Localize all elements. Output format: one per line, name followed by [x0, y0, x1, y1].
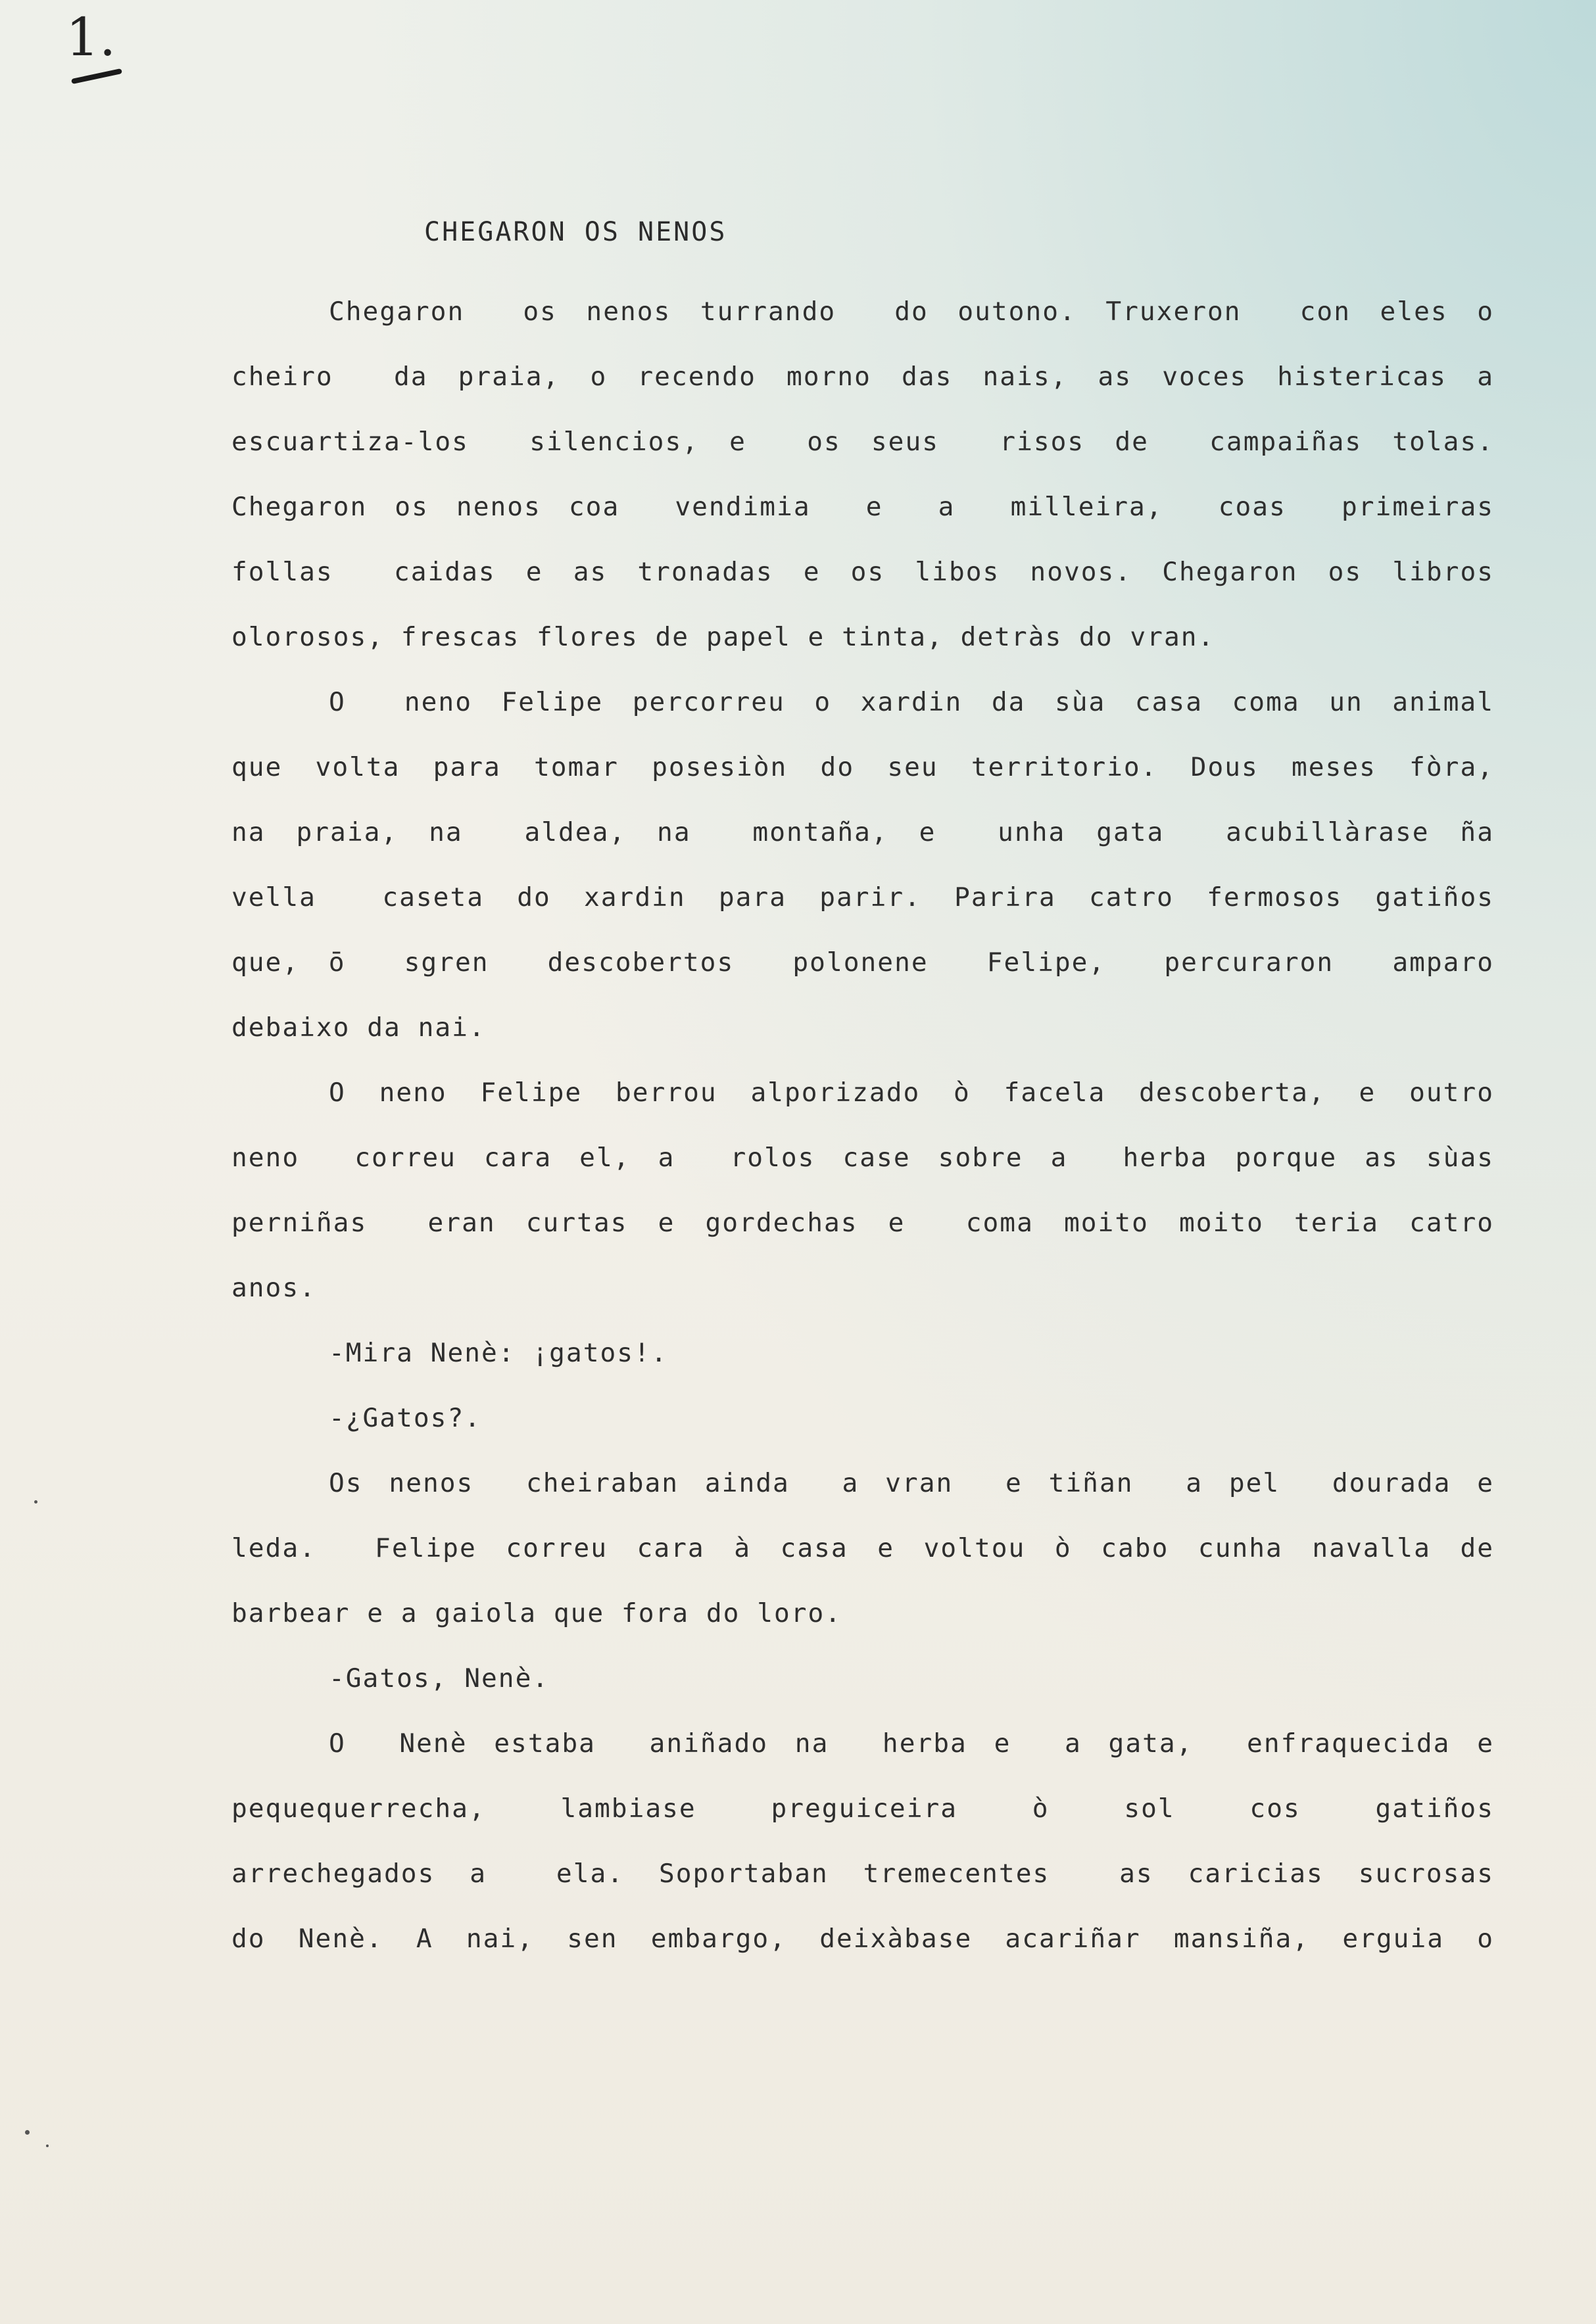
text-line: debaixo da nai. [231, 1012, 486, 1043]
text-line: do Nenè. A nai, sen embargo, deixàbase acariñar mansiña, erguia o [231, 1924, 1494, 1954]
text-line: olorosos, frescas flores de papel e tinta, detràs do vran. [231, 622, 1215, 652]
text-line: O neno Felipe berrou alporizado ò facela descoberta, e outro [329, 1078, 1494, 1108]
paper-speck [34, 1500, 37, 1504]
text-line: cheiro da praia, o recendo morno das nais, as voces histericas a [231, 362, 1494, 392]
text-line: -Gatos, Nenè. [329, 1663, 550, 1694]
page-title: CHEGARON OS NENOS [424, 217, 727, 247]
text-line: na praia, na aldea, na montaña, e unha gata acubillàrase ña [231, 817, 1494, 847]
text-line: Os nenos cheiraban ainda a vran e tiñan a pel dourada e [329, 1468, 1494, 1498]
text-line: Chegaron os nenos coa vendimia e a milleira, coas primeiras [231, 492, 1494, 522]
paper-speck [25, 2130, 30, 2135]
text-line: leda. Felipe correu cara à casa e voltou ò cabo cunha navalla de [231, 1533, 1494, 1563]
text-line: que volta para tomar posesiòn do seu territorio. Dous meses fòra, [231, 752, 1494, 782]
text-line: pequequerrecha, lambiase preguiceira ò sol cos gatiños [231, 1793, 1494, 1824]
text-line: vella caseta do xardin para parir. Parira catro fermosos gatiños [231, 882, 1494, 913]
text-line: follas caidas e as tronadas e os libos novos. Chegaron os libros [231, 557, 1494, 587]
text-line: anos. [231, 1273, 316, 1303]
text-line: arrechegados a ela. Soportaban tremecentes as caricias sucrosas [231, 1859, 1494, 1889]
text-line: que, ō sgren descobertos polonene Felipe, percuraron amparo [231, 947, 1494, 978]
text-line: O neno Felipe percorreu o xardin da sùa casa coma un animal [329, 687, 1494, 717]
text-line: barbear e a gaiola que fora do loro. [231, 1598, 842, 1628]
text-line: -Mira Nenè: ¡gatos!. [329, 1338, 668, 1368]
text-line: -¿Gatos?. [329, 1403, 482, 1433]
text-line: escuartiza-los silencios, e os seus risos de campaiñas tolas. [231, 427, 1494, 457]
text-line: O Nenè estaba aniñado na herba e a gata, enfraquecida e [329, 1728, 1494, 1759]
body-text [231, 279, 1494, 1972]
text-line: Chegaron os nenos turrando do outono. Truxeron con eles o [329, 296, 1494, 327]
text-line: perniñas eran curtas e gordechas e coma moito moito teria catro [231, 1208, 1494, 1238]
text-line: neno correu cara el, a rolos case sobre a herba porque as sùas [231, 1143, 1494, 1173]
page-number-mark: 1. [66, 7, 116, 68]
pen-dash-mark [71, 68, 122, 84]
paper-speck [46, 2145, 49, 2147]
